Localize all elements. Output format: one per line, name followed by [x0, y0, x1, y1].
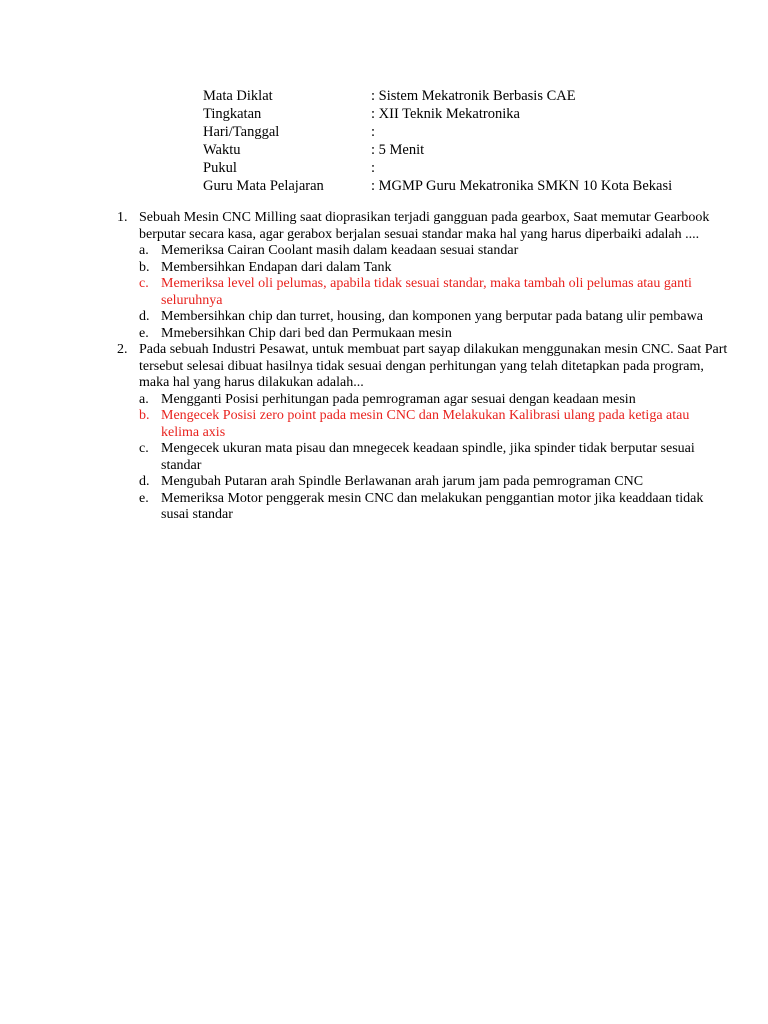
- header-row-time: [203, 159, 672, 177]
- option-letter: c.: [139, 441, 149, 456]
- header-value: : MGMP Guru Mekatronika SMKN 10 Kota Bekasi: [371, 178, 673, 194]
- option-list: [139, 392, 729, 524]
- option-letter: a.: [139, 243, 149, 258]
- header-label: Mata Diklat: [203, 88, 273, 104]
- header-label: Waktu: [203, 142, 241, 158]
- question-text: Pada sebuah Industri Pesawat, untuk membuat part sayap dilakukan menggunakan mesin CNC. Saat Part tersebut selesai dibuat hasilnya tidak sesuai dengan perhitungan yang telah ditetapkan pada program, maka hal yang harus dilakukan adalah...: [139, 342, 728, 390]
- option-text: Membersihkan Endapan dari dalam Tank: [161, 259, 392, 275]
- header-row-subject: [203, 87, 672, 105]
- question-list: [117, 210, 729, 524]
- option-text: Memeriksa Motor penggerak mesin CNC dan melakukan penggantian motor jika keaddaan tidak susai standar: [161, 490, 704, 522]
- option-c-correct-answer: [139, 276, 729, 309]
- header-value: :: [371, 160, 376, 176]
- option-a: [139, 243, 729, 260]
- option-a: [139, 392, 729, 409]
- question-2: [117, 342, 729, 524]
- option-text: Membersihkan chip dan turret, housing, dan komponen yang berputar pada batang ulir pembawa: [161, 309, 703, 324]
- option-text: Mengecek ukuran mata pisau dan mnegecek keadaan spindle, jika spinder tidak berputar sesuai standar: [161, 441, 695, 473]
- question-number: 1.: [117, 210, 128, 225]
- option-text: Mengganti Posisi perhitungan pada pemrograman agar sesuai dengan keadaan mesin: [161, 391, 636, 407]
- exam-header: [203, 87, 672, 195]
- question-1: [117, 210, 729, 342]
- option-text: Mengecek Posisi zero point pada mesin CNC dan Melakukan Kalibrasi ulang pada ketiga atau kelima axis: [161, 408, 690, 440]
- header-label: Pukul: [203, 160, 237, 176]
- option-letter: c.: [139, 276, 149, 291]
- option-c: [139, 441, 729, 474]
- option-letter: b.: [139, 259, 150, 275]
- option-text: Mengubah Putaran arah Spindle Berlawanan arah jarum jam pada pemrograman CNC: [161, 474, 644, 489]
- option-text: Mmebersihkan Chip dari bed dan Permukaan mesin: [161, 325, 452, 341]
- header-label: Tingkatan: [203, 106, 262, 122]
- option-b: [139, 260, 729, 277]
- option-d: [139, 474, 729, 491]
- header-value: :: [371, 124, 376, 140]
- header-value: : XII Teknik Mekatronika: [371, 106, 520, 122]
- option-letter: d.: [139, 474, 150, 489]
- header-row-date: [203, 123, 672, 141]
- header-row-level: [203, 105, 672, 123]
- question-text: Sebuah Mesin CNC Milling saat dioprasikan terjadi gangguan pada gearbox, Saat memutar Gearbook berputar secara kasa, agar gerabox berjalan sesuai standar maka hal yang harus diperbaiki adalah ....: [139, 210, 710, 242]
- option-text: Memeriksa level oli pelumas, apabila tidak sesuai standar, maka tambah oli pelumas atau ganti seluruhnya: [161, 276, 692, 308]
- header-label: Hari/Tanggal: [203, 124, 280, 140]
- option-letter: b.: [139, 408, 150, 423]
- header-row-duration: [203, 141, 672, 159]
- question-number: 2.: [117, 342, 128, 357]
- header-label: Guru Mata Pelajaran: [203, 178, 324, 194]
- option-letter: a.: [139, 391, 149, 407]
- option-text: Memeriksa Cairan Coolant masih dalam keadaan sesuai standar: [161, 243, 519, 258]
- header-value: : 5 Menit: [371, 142, 425, 158]
- option-letter: e.: [139, 325, 149, 341]
- option-list: [139, 243, 729, 342]
- option-letter: d.: [139, 309, 150, 324]
- header-value: : Sistem Mekatronik Berbasis CAE: [371, 88, 576, 104]
- option-e: [139, 326, 729, 343]
- option-letter: e.: [139, 490, 149, 506]
- option-b-correct-answer: [139, 408, 729, 441]
- header-row-teacher: [203, 177, 672, 195]
- option-e: [139, 491, 729, 524]
- option-d: [139, 309, 729, 326]
